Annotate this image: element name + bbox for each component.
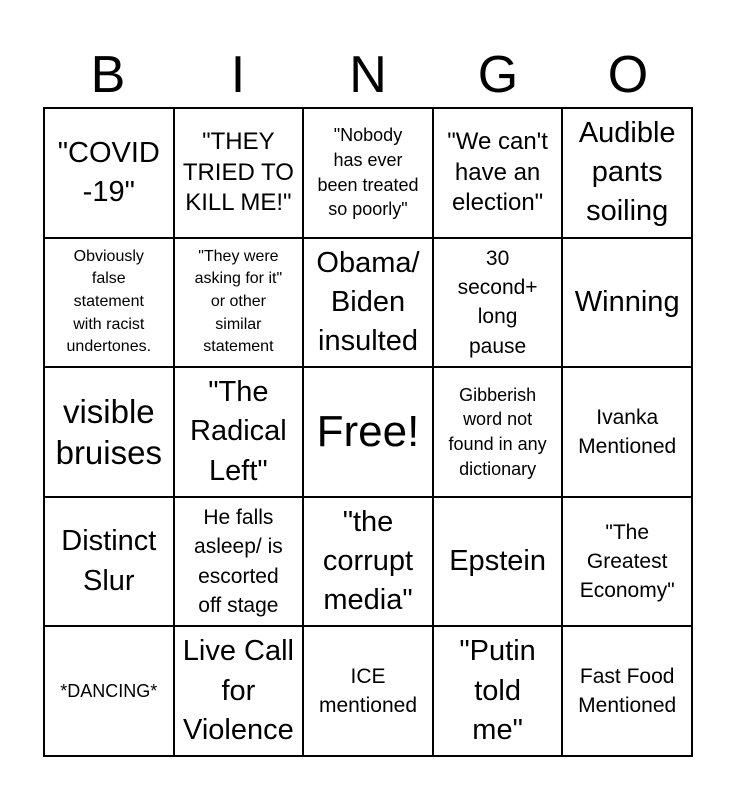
bingo-cell[interactable] (45, 368, 175, 498)
cell-text: "The Radical Left" (190, 376, 287, 487)
bingo-cell[interactable] (304, 239, 434, 369)
bingo-cell[interactable] (563, 239, 693, 369)
bingo-cell[interactable] (175, 498, 305, 628)
cell-text: "We can't have an election" (447, 128, 548, 216)
bingo-cell[interactable] (563, 109, 693, 239)
bingo-cell[interactable] (434, 368, 564, 498)
bingo-cell[interactable] (563, 498, 693, 628)
bingo-board (43, 107, 693, 757)
bingo-cell[interactable] (563, 368, 693, 498)
bingo-cell[interactable] (45, 109, 175, 239)
bingo-cell[interactable] (175, 109, 305, 239)
bingo-cell[interactable] (304, 109, 434, 239)
header-letter-n: N (349, 46, 387, 104)
cell-text: "COVID -19" (57, 136, 160, 208)
cell-text: Fast Food Mentioned (578, 664, 677, 718)
header-letter-b: B (90, 46, 126, 104)
cell-text: Audible pants soiling (578, 117, 676, 228)
cell-text: Epstein (449, 545, 546, 578)
cell-text: He falls asleep/ is escorted off stage (194, 505, 283, 617)
bingo-cell[interactable] (304, 498, 434, 628)
cell-text: "They were asking for it" or other similar statement (194, 247, 283, 356)
bingo-cell[interactable] (175, 368, 305, 498)
cell-text: Live Call for Violence (182, 635, 294, 746)
bingo-cell[interactable] (175, 239, 305, 369)
bingo-cell[interactable] (434, 498, 564, 628)
bingo-cell[interactable] (45, 498, 175, 628)
free-space-text: Free! (316, 406, 420, 456)
cell-text: Obama/ Biden insulted (316, 246, 420, 357)
cell-text: Ivanka Mentioned (578, 405, 677, 458)
cell-text: "Nobody has ever been treated so poorly" (317, 125, 419, 220)
bingo-cell[interactable] (45, 239, 175, 369)
cell-text: Distinct Slur (61, 525, 157, 597)
cell-text: "Putin told me" (459, 635, 536, 746)
cell-text: *DANCING* (60, 680, 158, 701)
bingo-cell[interactable] (563, 627, 693, 757)
cell-text: visible bruises (55, 392, 162, 471)
cell-text: "THEY TRIED TO KILL ME!" (182, 128, 294, 216)
cell-text: ICE mentioned (318, 664, 418, 718)
bingo-cell[interactable] (434, 239, 564, 369)
header-letter-i: I (230, 46, 246, 104)
cell-text: "the corrupt media" (322, 505, 414, 617)
cell-text: 30 second+ long pause (457, 246, 538, 358)
cell-text: Obviously false statement with racist undertones. (66, 247, 152, 356)
header-letter-o: O (607, 46, 649, 104)
header-letter-g: G (477, 46, 519, 104)
cell-text: Winning (574, 285, 680, 318)
bingo-header (43, 43, 693, 107)
cell-text: "The Greatest Economy" (579, 520, 675, 603)
bingo-cell[interactable] (304, 627, 434, 757)
free-space[interactable] (304, 368, 434, 498)
cell-text: Gibberish word not found in any dictionary (448, 384, 547, 479)
bingo-cell[interactable] (45, 627, 175, 757)
bingo-cell[interactable] (175, 627, 305, 757)
bingo-cell[interactable] (434, 627, 564, 757)
bingo-cell[interactable] (434, 109, 564, 239)
